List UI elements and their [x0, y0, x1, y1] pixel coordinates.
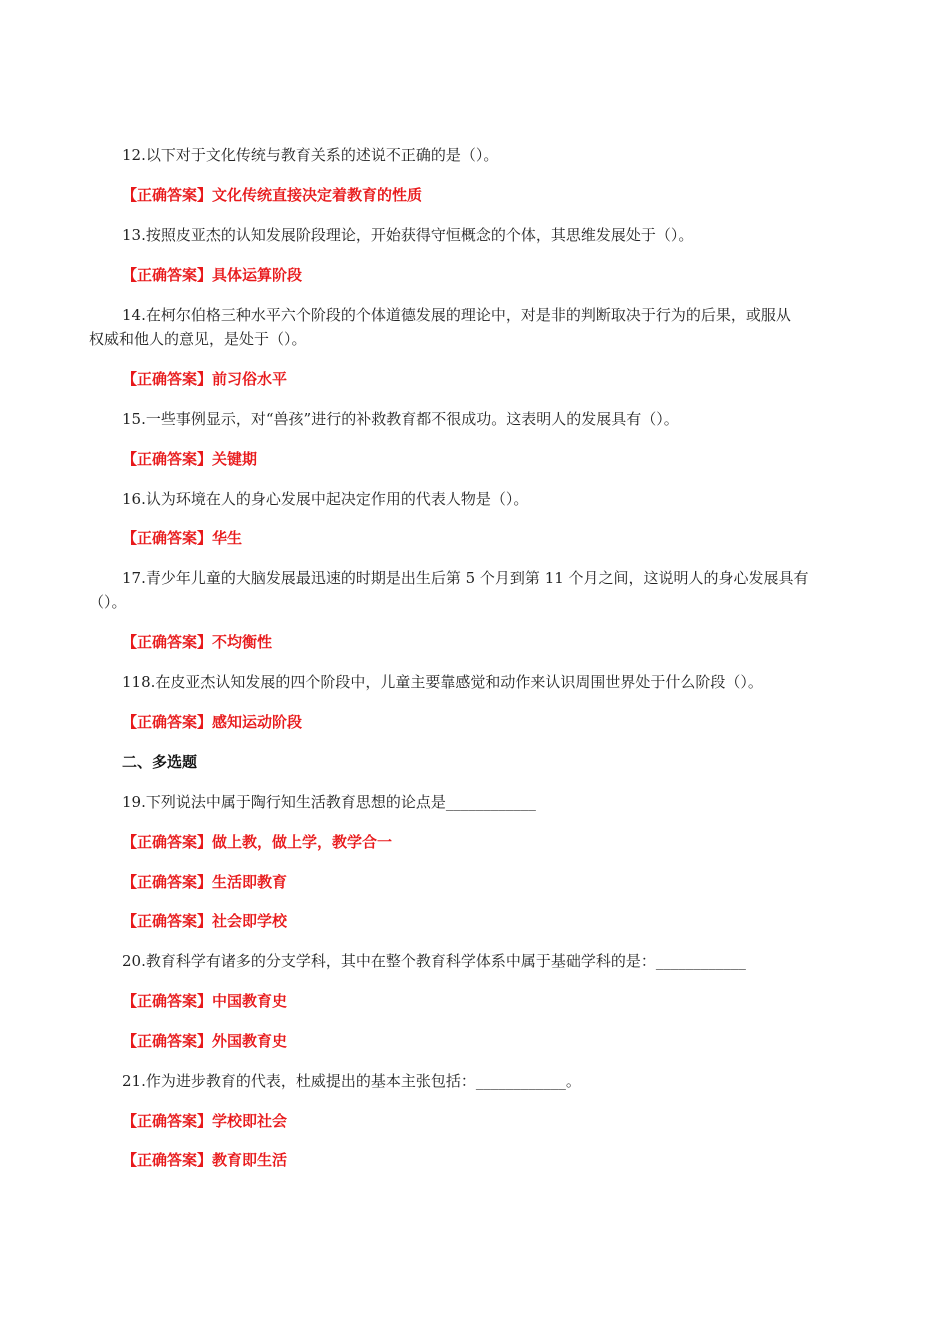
answer-21-1: 【正确答案】学校即社会 — [122, 1112, 288, 1130]
question-19: 19.下列说法中属于陶行知生活教育思想的论点是____________ — [122, 793, 536, 811]
question-14-line2: 权威和他人的意见，是处于（）。 — [89, 330, 307, 348]
question-21: 21.作为进步教育的代表，杜威提出的基本主张包括：____________。 — [122, 1072, 581, 1090]
question-12: 12.以下对于文化传统与教育关系的述说不正确的是（）。 — [122, 146, 499, 164]
answer-20-2: 【正确答案】外国教育史 — [122, 1032, 288, 1050]
answer-19-2: 【正确答案】生活即教育 — [122, 873, 288, 891]
question-20: 20.教育科学有诸多的分支学科，其中在整个教育科学体系中属于基础学科的是：____________ — [122, 952, 746, 970]
answer-14: 【正确答案】前习俗水平 — [122, 370, 288, 388]
answer-20-1: 【正确答案】中国教育史 — [122, 992, 288, 1010]
question-118: 118.在皮亚杰认知发展的四个阶段中，儿童主要靠感觉和动作来认识周围世界处于什么阶段（）。 — [122, 673, 763, 691]
answer-13: 【正确答案】具体运算阶段 — [122, 266, 303, 284]
answer-17: 【正确答案】不均衡性 — [122, 633, 273, 651]
answer-21-2: 【正确答案】教育即生活 — [122, 1151, 288, 1169]
question-13: 13.按照皮亚杰的认知发展阶段理论，开始获得守恒概念的个体，其思维发展处于（）。 — [122, 226, 694, 244]
question-16: 16.认为环境在人的身心发展中起决定作用的代表人物是（）。 — [122, 490, 529, 508]
question-17-line1: 17.青少年儿童的大脑发展最迅速的时期是出生后第 5 个月到第 11 个月之间，这说明人的身心发展具有 — [122, 569, 809, 587]
section-heading-multiple-choice: 二、多选题 — [122, 753, 198, 771]
answer-12: 【正确答案】文化传统直接决定着教育的性质 — [122, 186, 423, 204]
answer-118: 【正确答案】感知运动阶段 — [122, 713, 303, 731]
answer-15: 【正确答案】关键期 — [122, 450, 258, 468]
answer-19-1: 【正确答案】做上教，做上学，教学合一 — [122, 833, 393, 851]
question-15: 15.一些事例显示，对“兽孩”进行的补救教育都不很成功。这表明人的发展具有（）。 — [122, 410, 679, 428]
answer-16: 【正确答案】华生 — [122, 529, 243, 547]
question-17-line2: （）。 — [89, 593, 127, 611]
question-14-line1: 14.在柯尔伯格三种水平六个阶段的个体道德发展的理论中，对是非的判断取决于行为的后果，或服从 — [122, 306, 791, 324]
answer-19-3: 【正确答案】社会即学校 — [122, 912, 288, 930]
